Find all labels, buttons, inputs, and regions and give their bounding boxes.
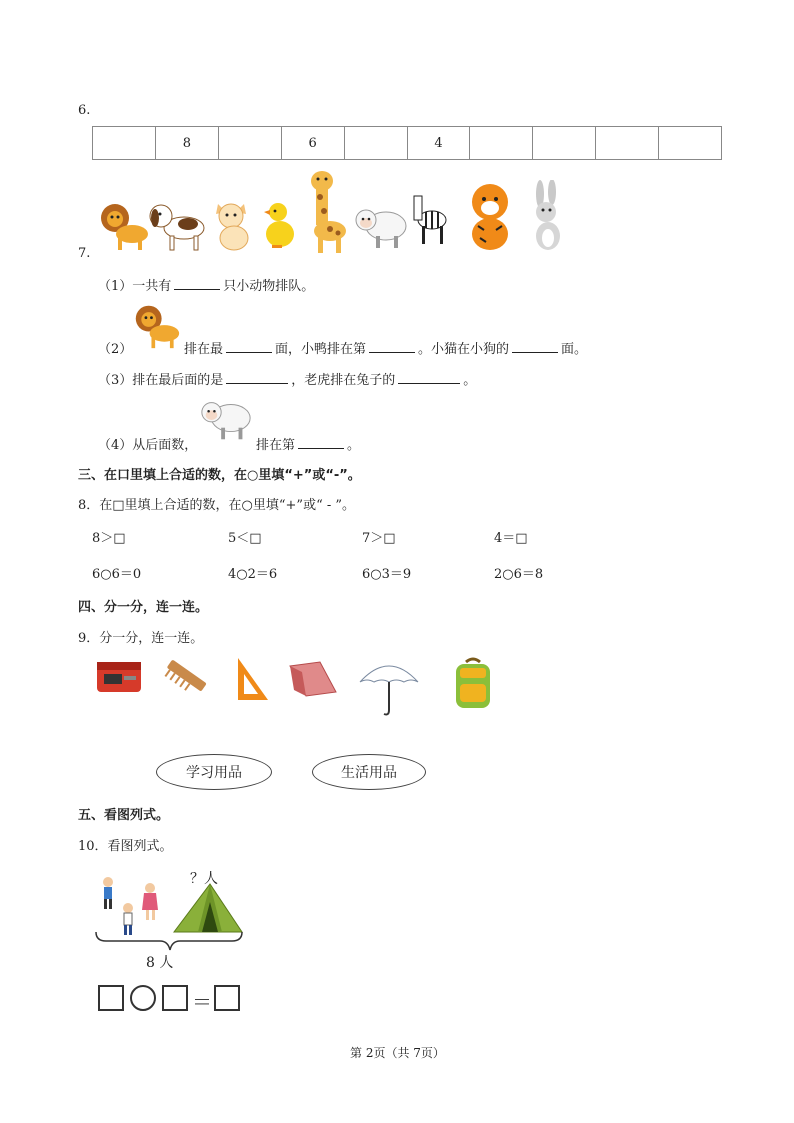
question-6-number: 6. [78,103,91,118]
sheep-icon [352,204,410,250]
answer-blank[interactable] [226,371,288,384]
answer-blank[interactable] [369,340,415,353]
zebra-icon [408,188,450,248]
towel-icon[interactable] [288,660,338,702]
comb-icon[interactable] [160,656,210,704]
sheep-small-icon [198,396,254,446]
number-strip [92,126,722,160]
answer-box[interactable] [162,985,188,1011]
umbrella-icon[interactable] [356,656,422,722]
lion-small-icon [130,302,184,354]
section-4-heading: 四、分一分，连一连。 [78,600,209,615]
q7-s1-suffix: 只小动物排队。 [223,279,315,294]
triangle-ruler-icon[interactable] [232,656,272,706]
q7-s4-c: 。 [347,438,361,453]
sharpener-icon[interactable] [94,654,144,700]
strip-cell[interactable] [596,127,659,159]
giraffe-icon [300,167,350,255]
backpack-icon[interactable] [452,656,494,714]
q7-sentence-4-prefix: （4）从后面数， [98,438,198,453]
q7-s2-c: 。小猫在小狗的 [418,342,510,357]
answer-blank[interactable] [226,340,272,353]
strip-cell[interactable]: 8 [156,127,219,159]
q7-s4-b: 排在第 [256,438,296,453]
q8-item[interactable]: 6○3＝9 [362,567,412,582]
q7-s2-b: 面，小鸭排在第 [275,342,367,357]
rabbit-icon [526,180,568,252]
answer-blank[interactable] [512,340,558,353]
strip-cell[interactable] [533,127,596,159]
strip-cell[interactable]: 6 [282,127,345,159]
q7-sentence-2 [98,338,132,357]
question-8-title: 8．在□里填上合适的数，在○里填“+”或“ - ”。 [78,498,356,513]
q7-sentence-3 [98,369,476,388]
duck-icon [260,198,296,252]
answer-blank[interactable] [174,277,220,290]
question-label: ？人 [190,871,218,887]
q7-sentence-4-body [256,434,360,453]
equals-sign: ＝ [192,990,212,1014]
q7-s2-d: 面。 [561,342,588,357]
answer-blank[interactable] [398,371,460,384]
q7-sentence-1 [98,275,314,294]
question-7-number: 7. [78,246,91,261]
strip-cell[interactable]: 4 [408,127,471,159]
section-3-heading: 三、在口里填上合适的数，在○里填“+”或“-”。 [78,468,361,483]
operator-circle[interactable] [130,985,156,1011]
answer-blank[interactable] [298,436,344,449]
q7-s3-c: 。 [463,373,477,388]
strip-cell[interactable] [93,127,156,159]
q8-item[interactable]: 8＞□ [92,531,126,546]
strip-cell[interactable] [659,127,721,159]
q8-item[interactable]: 7＞□ [362,531,396,546]
question-9-title: 9．分一分，连一连。 [78,631,204,646]
q8-item[interactable]: 6○6＝0 [92,567,142,582]
section-5-heading: 五、看图列式。 [78,808,170,823]
strip-cell[interactable] [219,127,282,159]
q8-item[interactable]: 5＜□ [228,531,262,546]
strip-cell[interactable] [470,127,533,159]
q8-item[interactable]: 4○2＝6 [228,567,278,582]
dog-icon [146,198,208,252]
q7-s2-prefix: （2） [98,342,133,357]
total-label: 8 人 [146,955,174,971]
strip-cell[interactable] [345,127,408,159]
cat-icon [212,198,256,252]
page-footer: 第 2页（共 7页） [350,1046,445,1060]
q7-s2-a: 排在最 [184,342,224,357]
q7-s3-b: ，老虎排在兔子的 [291,373,396,388]
oval-study-supplies[interactable]: 学习用品 [156,754,272,790]
q7-sentence-2-body [184,338,587,357]
oval-daily-supplies[interactable]: 生活用品 [312,754,426,790]
lion-icon [98,200,150,252]
answer-box[interactable] [98,985,124,1011]
answer-box[interactable] [214,985,240,1011]
q8-item[interactable]: 4＝□ [494,531,528,546]
question-10-title: 10．看图列式。 [78,839,173,854]
tiger-icon [460,180,522,252]
q7-s1-prefix: （1）一共有 [98,279,172,294]
q7-s3-prefix: （3）排在最后面的是 [98,373,224,388]
q8-item[interactable]: 2○6＝8 [494,567,544,582]
